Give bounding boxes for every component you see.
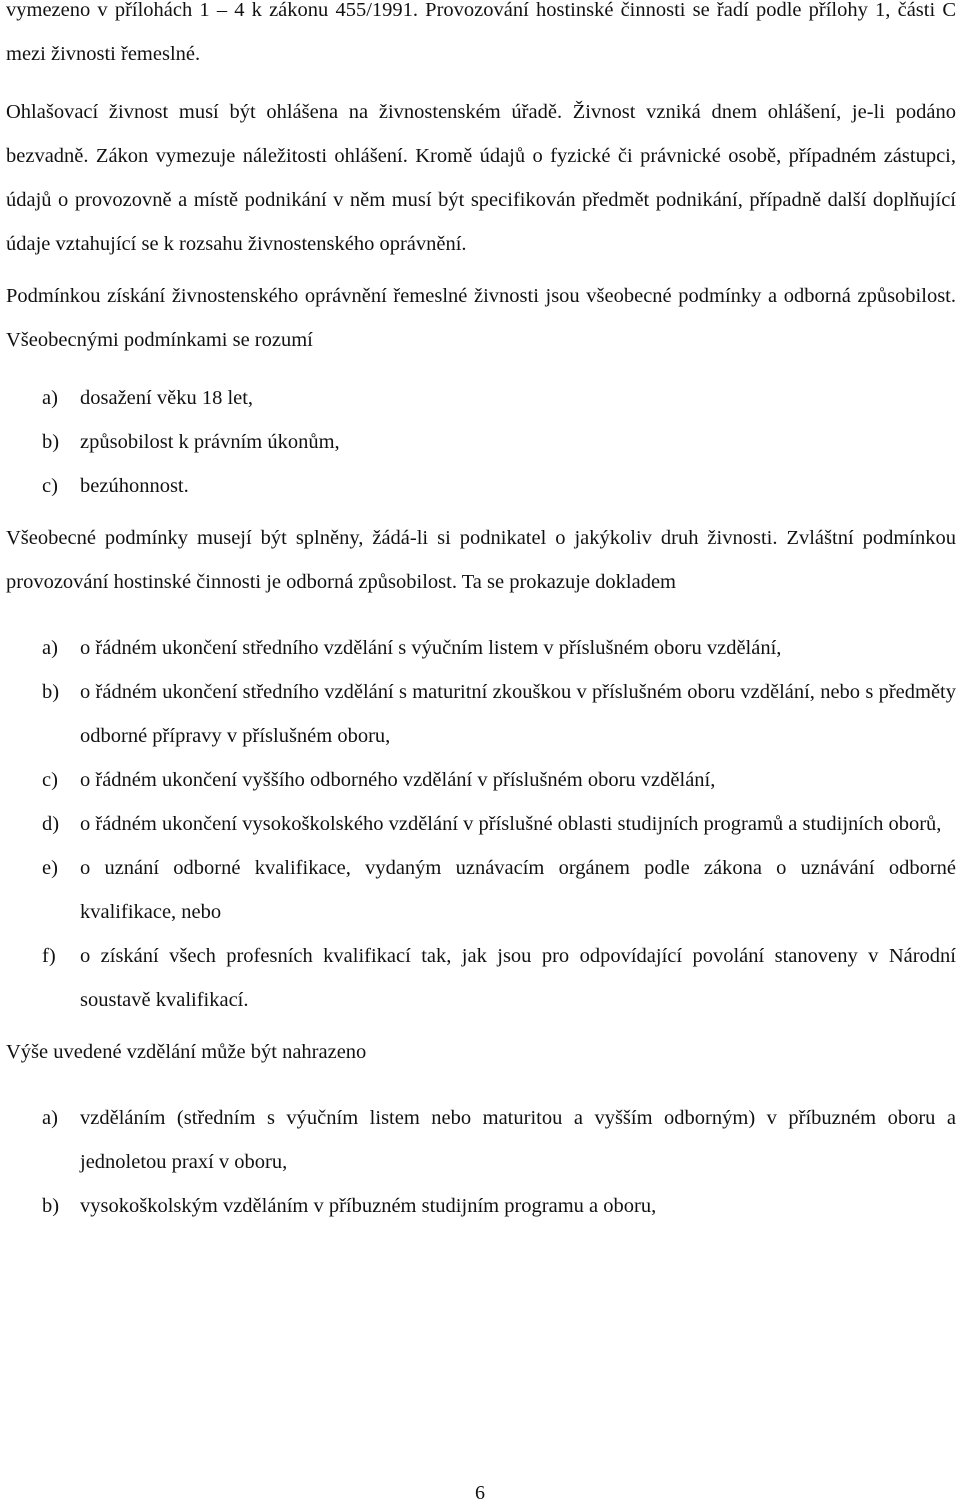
list-item-text: způsobilost k právním úkonům, [80,431,340,453]
list-marker: b) [42,431,60,453]
page-number: 6 [475,1482,485,1504]
substitution-list [6,1096,956,1228]
list-item [6,1184,956,1228]
list-marker: b) [42,1195,60,1217]
paragraph-conditions: Podmínkou získání živnostenského oprávnění řemeslné živnosti jsou všeobecné podmínky a odborná způsobilost. Všeobecnými podmínkami se rozumí [6,285,956,351]
document-page [6,0,956,1228]
list-item [6,670,956,758]
list-item [6,420,956,464]
list-item [6,846,956,934]
list-item [6,758,956,802]
list-item-text: o řádném ukončení vysokoškolského vzdělání v příslušné oblasti studijních programů a studijních oborů, [80,813,942,835]
list-marker: c) [42,769,58,791]
list-marker: a) [42,387,58,409]
list-item [6,802,956,846]
paragraph-continuation: vymezeno v přílohách 1 – 4 k zákonu 455/1991. Provozování hostinské činnosti se řadí podle přílohy 1, části C mezi živnosti řemeslné. [6,0,956,65]
paragraph-notification: Ohlašovací živnost musí být ohlášena na živnostenském úřadě. Živnost vzniká dnem ohlášení, je-li podáno bezvadně. Zákon vymezuje náležitosti ohlášení. Kromě údajů o fyzické či právnické osobě, případném zástupci, údajů o provozovně a místě podnikání v něm musí být specifikován předmět podnikání, případně další doplňující údaje vztahující se k rozsahu živnostenského oprávnění. [6,101,956,255]
qualification-proof-list [6,626,956,1022]
list-item [6,934,956,1022]
list-item [6,464,956,508]
list-item-text: vzděláním (středním s výučním listem nebo maturitou a vyšším odborným) v příbuzném oboru a jednoletou praxí v oboru, [80,1107,956,1173]
list-marker: b) [42,681,60,703]
list-marker: d) [42,813,60,835]
list-item-text: o řádném ukončení středního vzdělání s výučním listem v příslušném oboru vzdělání, [80,637,782,659]
list-item [6,626,956,670]
list-item-text: vysokoškolským vzděláním v příbuzném studijním programu a oboru, [80,1195,657,1217]
list-item [6,1096,956,1184]
list-marker: c) [42,475,58,497]
list-marker: a) [42,1107,58,1129]
list-item-text: dosažení věku 18 let, [80,387,254,409]
list-item-text: o řádném ukončení vyššího odborného vzdělání v příslušném oboru vzdělání, [80,769,716,791]
list-item-text: o získání všech profesních kvalifikací tak, jak jsou pro odpovídající povolání stanoveny v Národní soustavě kvalifikací. [80,945,956,1011]
paragraph-substitution: Výše uvedené vzdělání může být nahrazeno [6,1041,367,1063]
list-marker: e) [42,857,58,879]
list-marker: f) [42,945,56,967]
list-item [6,376,956,420]
paragraph-general-conditions: Všeobecné podmínky musejí být splněny, žádá-li si podnikatel o jakýkoliv druh živnosti. Zvláštní podmínkou provozování hostinské činnosti je odborná způsobilost. Ta se prokazuje dokladem [6,527,956,593]
general-conditions-list [6,376,956,508]
list-item-text: o uznání odborné kvalifikace, vydaným uznávacím orgánem podle zákona o uznávání odborné kvalifikace, nebo [80,857,956,923]
list-item-text: o řádném ukončení středního vzdělání s maturitní zkouškou v příslušném oboru vzdělání, nebo s předměty odborné přípravy v příslušném oboru, [80,681,956,747]
list-item-text: bezúhonnost. [80,475,189,497]
list-marker: a) [42,637,58,659]
